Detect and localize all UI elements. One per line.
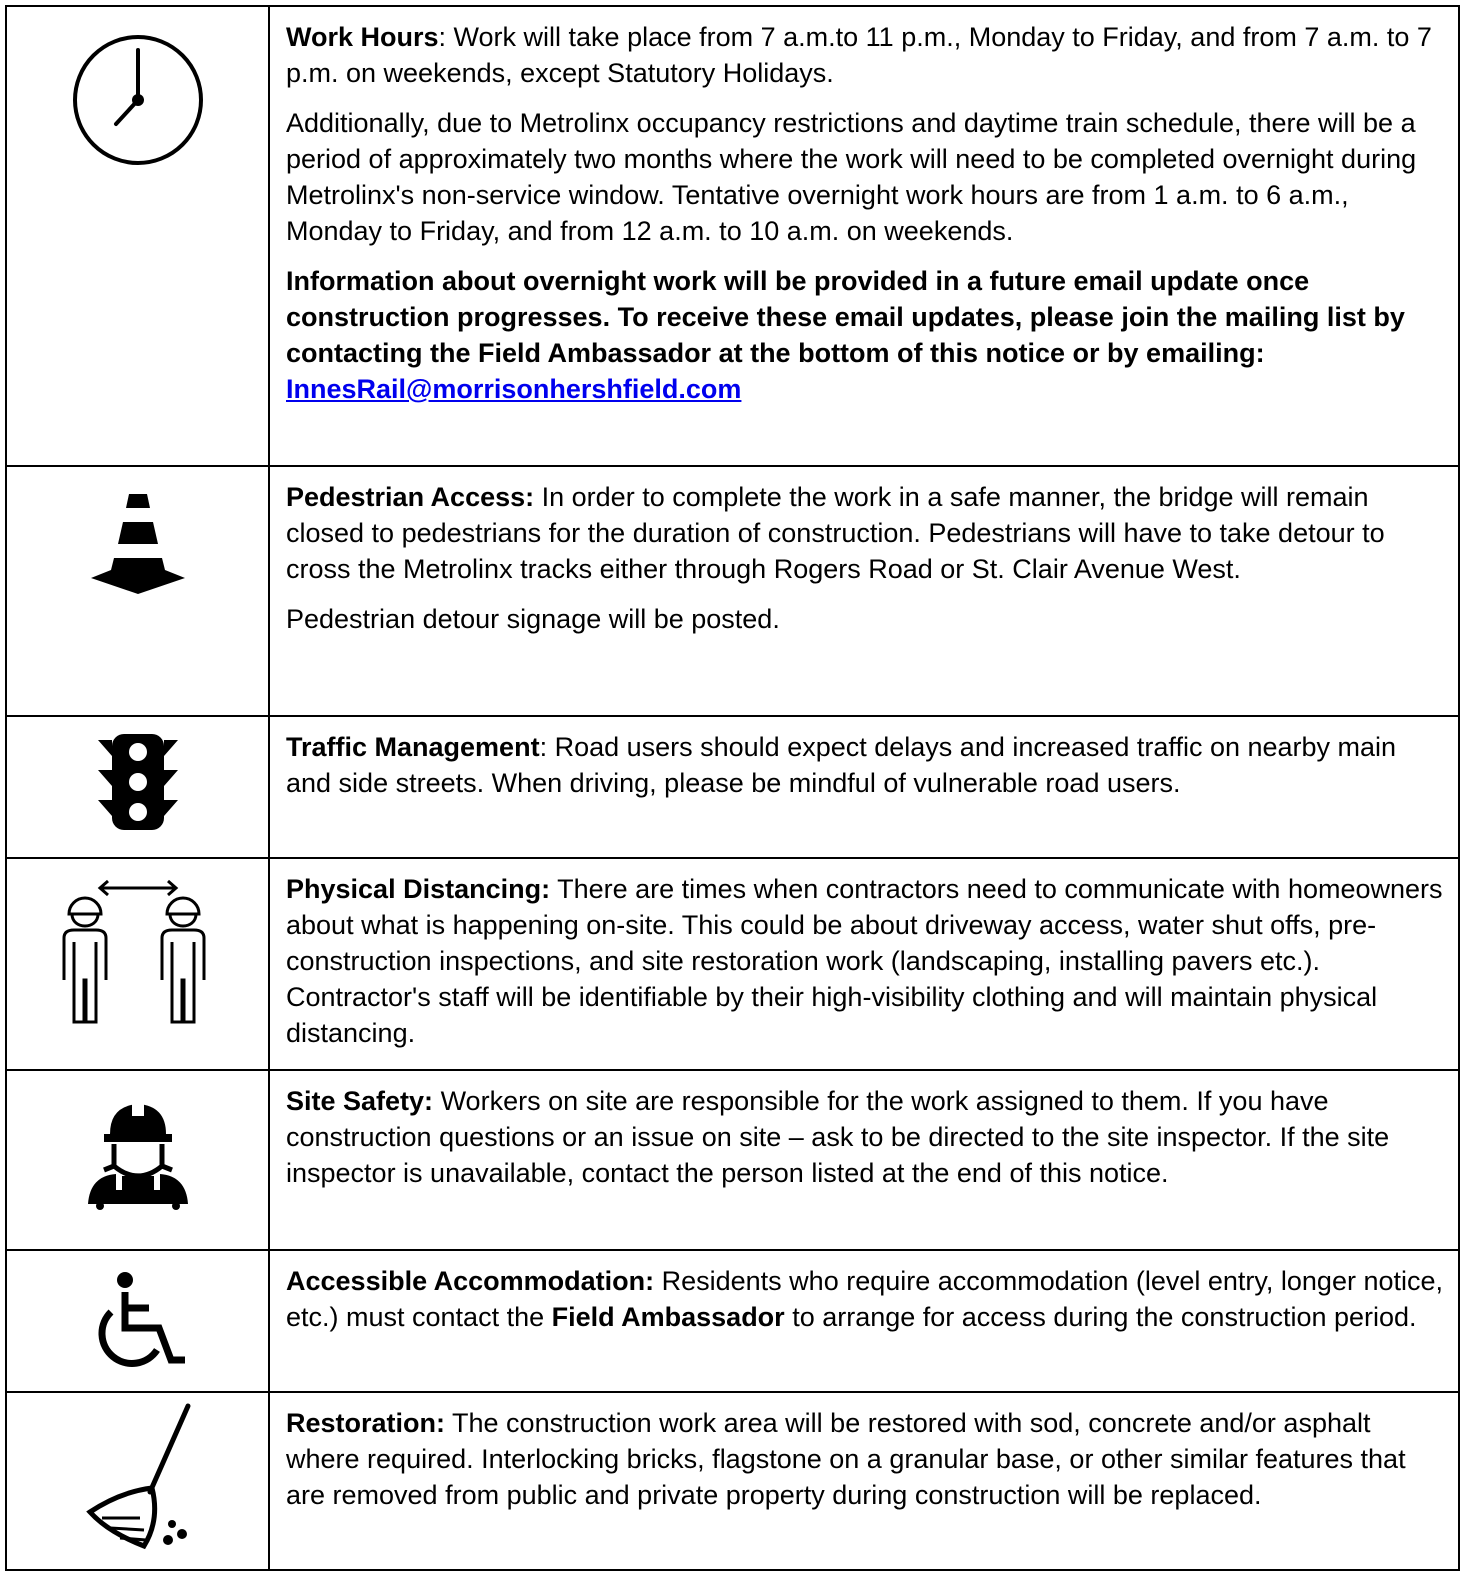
- distancing-label: Physical Distancing:: [286, 874, 551, 904]
- restoration-para-1: [286, 1405, 1444, 1513]
- accessible-para-1: [286, 1263, 1444, 1335]
- construction-worker-icon: [8, 1094, 267, 1214]
- icon-cell: [6, 1070, 269, 1250]
- traffic-para-1: [286, 729, 1444, 801]
- pedestrian-para-2: Pedestrian detour signage will be posted.: [286, 604, 780, 634]
- pedestrian-body: In order to complete the work in a safe manner, the bridge will remain closed to pedestrians for the duration of construction. Pedestrians will have to take detour to cross the Metrolinx tracks either through Rogers Road or St. Clair Avenue West.: [286, 482, 1385, 584]
- work-hours-label: Work Hours: [286, 22, 439, 52]
- distancing-body: There are times when contractors need to communicate with homeowners about what is happening on-site. This could be about driveway access, water shut offs, pre-construction inspections, and site restoration work (landscaping, installing pavers etc.). Contractor's staff will be identifiable by their high-visibility clothing and will maintain physical distancing.: [286, 874, 1443, 1048]
- pedestrian-para-1: [286, 479, 1444, 587]
- pedestrian-access-text: [269, 466, 1459, 716]
- notice-table: [5, 5, 1460, 1571]
- safety-label: Site Safety:: [286, 1086, 434, 1116]
- restoration-label: Restoration:: [286, 1408, 446, 1438]
- traffic-cone-icon: [8, 490, 267, 600]
- icon-cell: [6, 6, 269, 466]
- restoration-body: The construction work area will be restored with sod, concrete and/or asphalt where required. Interlocking bricks, flagstone on a granular base, or other similar features that are removed from public and private property during construction will be replaced.: [286, 1408, 1406, 1510]
- row-work-hours: [6, 6, 1459, 466]
- work-hours-para-2: Additionally, due to Metrolinx occupancy restrictions and daytime train schedule, there will be a period of approximately two months where the work will need to be completed overnight during Metrolinx's non-service window. Tentative overnight work hours are from 1 a.m. to 6 a.m., Monday to Friday, and from 12 a.m. to 10 a.m. on weekends.: [286, 108, 1417, 246]
- site-safety-text: [269, 1070, 1459, 1250]
- safety-body: Workers on site are responsible for the work assigned to them. If you have construction questions or an issue on site – ask to be directed to the site inspector. If the site inspector is unavailable, contact the person listed at the end of this notice.: [286, 1086, 1390, 1188]
- row-physical-distancing: [6, 858, 1459, 1070]
- accessible-accommodation-text: [269, 1250, 1459, 1392]
- traffic-label: Traffic Management: [286, 732, 540, 762]
- email-link[interactable]: InnesRail@morrisonhershfield.com: [286, 374, 742, 404]
- row-pedestrian-access: [6, 466, 1459, 716]
- broom-icon: [8, 1400, 267, 1550]
- traffic-light-icon: [8, 732, 267, 832]
- row-accessible-accommodation: [6, 1250, 1459, 1392]
- icon-cell: [6, 1250, 269, 1392]
- traffic-body: : Road users should expect delays and increased traffic on nearby main and side streets. When driving, please be mindful of vulnerable road users.: [286, 732, 1397, 798]
- work-hours-text: [269, 6, 1459, 466]
- icon-cell: [6, 858, 269, 1070]
- icon-cell: [6, 1392, 269, 1570]
- physical-distancing-text: [269, 858, 1459, 1070]
- clock-icon: [8, 30, 267, 170]
- overnight-info-text: Information about overnight work will be provided in a future email update once construction progresses. To receive these email updates, please join the mailing list by contacting the Field Ambassador at the bottom of this notice or by emailing:: [286, 266, 1405, 368]
- traffic-management-text: [269, 716, 1459, 858]
- physical-distancing-icon: [8, 870, 267, 1050]
- work-hours-para-1: [286, 19, 1444, 91]
- icon-cell: [6, 466, 269, 716]
- row-site-safety: [6, 1070, 1459, 1250]
- row-restoration: [6, 1392, 1459, 1570]
- accessible-body-before: Residents who require accommodation (level entry, longer notice, etc.) must contact the: [286, 1266, 1444, 1332]
- field-ambassador-emphasis: Field Ambassador: [551, 1302, 785, 1332]
- safety-para-1: [286, 1083, 1444, 1191]
- work-hours-body: : Work will take place from 7 a.m.to 11 p.m., Monday to Friday, and from 7 a.m. to 7 p.m. on weekends, except Statutory Holidays.: [286, 22, 1432, 88]
- accessible-body-after: to arrange for access during the construction period.: [784, 1302, 1417, 1332]
- pedestrian-label: Pedestrian Access:: [286, 482, 535, 512]
- wheelchair-icon: [8, 1268, 267, 1378]
- row-traffic-management: [6, 716, 1459, 858]
- accessible-label: Accessible Accommodation:: [286, 1266, 655, 1296]
- work-hours-para-3: [286, 263, 1444, 407]
- restoration-text: [269, 1392, 1459, 1570]
- distancing-para-1: [286, 871, 1444, 1051]
- icon-cell: [6, 716, 269, 858]
